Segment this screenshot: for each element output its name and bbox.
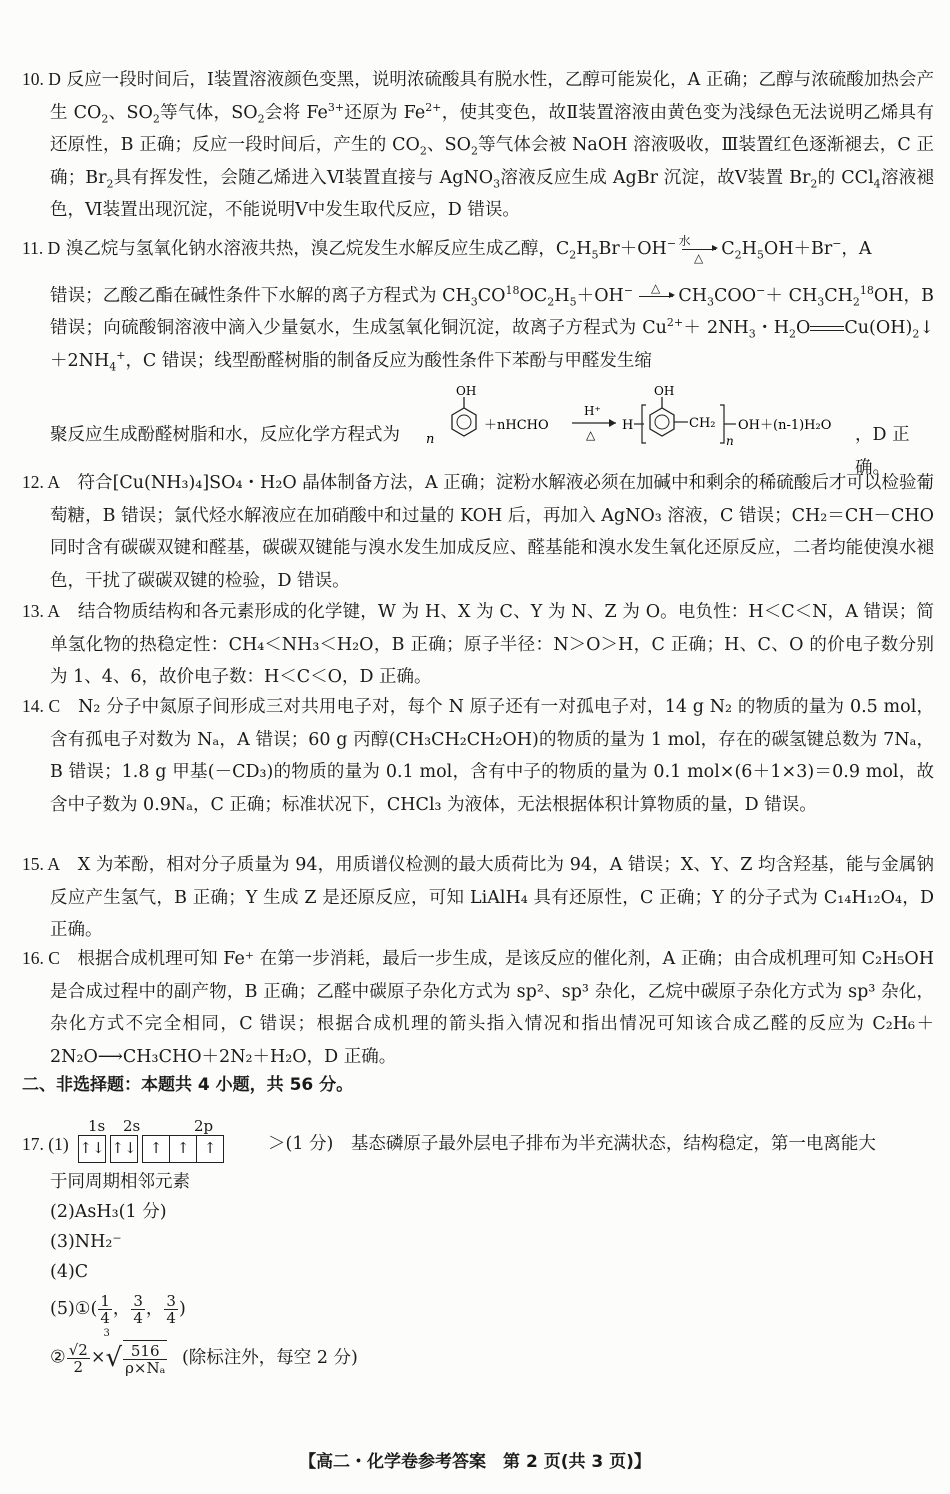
eq-bracket-right: [720, 405, 724, 443]
answer-15-text: X 为苯酚，相对分子质量为 94，用质谱仪检测的最大质荷比为 94，A 错误；X、Y、Z 均含羟基，能与金属钠反应产生氢气，B 正确；Y 生成 Z 是还原反应，可知 LiAlH₄ 具有还原性，C 正确；Y 的分子式为 C₁₄H₁₂O₄，D 正确。: [50, 855, 934, 940]
answer-11: 11. D 溴乙烷与氢氧化钠水溶液共热，溴乙烷发生水解反应生成乙醇，$C_2H_5Br+OH^-$ 水 △ $C_2H_5OH+Br^-$，A 错误；乙酸乙酯在碱性条件下水解的离子方程式为 $CH_3CO^{18}OC_2H_5+OH^-$ △ $CH_3COO^-+ CH_3CH_2^{18}OH$，B 错误；向硫酸铜溶液中滴入少量氨水，生成氢氧化铜沉淀，故离子方程式为 $Cu^{2+}+ 2NH_3$・$H_2O$ $Cu(OH)_2↓+2NH_4^+$，C 错误；线型酚醛树脂的制备反应为酸性条件下苯酚与甲醛发生缩 聚反应生成酚醛树脂和水，反应化学方程式为 n OH ＋nHCHO H⁺ △ H OH CH₂ n OH＋(n-1)H₂O ，D 正确。: [22, 232, 934, 463]
equals-sign: [810, 326, 844, 331]
orbital-box-1s: ↑↓: [78, 1135, 106, 1163]
eq-subscript-n: n: [726, 434, 734, 448]
orbital-label-2p: 2p: [194, 1117, 214, 1135]
answer-12: [22, 466, 934, 597]
answer-14-number: 14. C: [22, 696, 61, 716]
eq-oh-label: OH: [456, 384, 477, 398]
eq-hcho: ＋nHCHO: [484, 418, 549, 433]
eq-catalyst: H⁺: [584, 404, 601, 418]
answer-14: [22, 690, 934, 821]
answer-12-text: 符合[Cu(NH₃)₄]SO₄・H₂O 晶体制备方法，A 正确；淀粉水解液必须在加碱中和剩余的稀硫酸后才可以检验葡萄糖，B 错误；氯代烃水解液应在加硝酸中和过量的 KOH 后，再加入 AgNO₃ 溶液，C 错误；CH₂＝CH－CHO 同时含有碳碳双键和醛基，碳碳双键能与溴水发生加成反应、醛基能和溴水发生氧化还原反应，二者均能使溴水褪色，干扰了碳碳双键的检验，D 错误。: [50, 473, 934, 591]
orbital-label-2s: 2s: [123, 1117, 141, 1135]
cube-root: 3 √ $\frac{516}{\text{ρ×Nₐ}}$: [103, 1328, 166, 1377]
section-2-heading: 二、非选择题：本题共 4 小题，共 56 分。: [22, 1075, 354, 1095]
orbital-diagram: [78, 1117, 223, 1163]
answer-14-text: N₂ 分子中氮原子间形成三对共用电子对，每个 N 原子还有一对孤电子对，14 g N₂ 的物质的量为 0.5 mol，含有孤电子对数为 Nₐ，A 错误；60 g 丙醇(CH₃CH₂CH₂OH)的物质的量为 1 mol，存在的碳氢键总数为 7Nₐ，B 错误；1.8 g 甲基(－CD₃)的物质的量为 0.1 mol，含有中子的物质的量为 0.1 mol×(6＋1×3)＝0.9 mol，故含中子数为 0.9Nₐ，C 正确；标准状况下，CHCl₃ 为液体，无法根据体积计算物质的量，D 错误。: [50, 697, 935, 815]
answer-17-part5-2: ② $\frac{√2}{2}$ × 3 √ $\frac{516}{\text{ρ×Nₐ}}$ (除标注外，每空 2 分): [50, 1328, 358, 1377]
answer-17-part3: (3)NH₂⁻: [50, 1232, 122, 1252]
answer-17: [22, 1117, 934, 1377]
answer-17-number: 17. (1): [22, 1134, 69, 1154]
orbital-box-2s: ↑↓: [110, 1135, 138, 1163]
eq-arrowhead: [609, 419, 616, 427]
phenol-resin-equation: 聚反应生成酚醛树脂和水，反应化学方程式为 n OH ＋nHCHO H⁺ △ H OH CH₂ n OH＋(n-1)H₂O ，D 正确。: [22, 383, 934, 463]
answer-16-text: 根据合成机理可知 Fe⁺ 在第一步消耗，最后一步生成，是该反应的催化剂，A 正确；由合成机理可知 C₂H₅OH 是合成过程中的副产物，B 正确；乙醛中碳原子杂化方式为 sp²、sp³ 杂化，乙烷中碳原子杂化方式为 sp³ 杂化，杂化方式不完全相同，C 错误；根据合成机理的箭头指入情况和指出情况可知该合成乙醛的反应为 C₂H₆＋2N₂O⟶CH₃CHO＋2N₂＋H₂O，D 正确。: [50, 949, 934, 1067]
eq-coef-n: n: [426, 432, 435, 447]
orbital-box-2p-2: ↑: [169, 1135, 197, 1163]
answer-11-number: 11. D: [22, 238, 61, 258]
eq-oh-label-2: OH: [654, 384, 675, 398]
eq-heat: △: [586, 428, 596, 442]
answer-17-part1-text: ＞(1 分) 基态磷原子最外层电子排布为半充满状态，结构稳定，第一电离能大: [268, 1134, 876, 1154]
answer-15-number: 15. A: [22, 854, 61, 874]
answer-17-part1-cont: 于同周期相邻元素: [50, 1172, 190, 1192]
answer-17-part2: (2)AsH₃(1 分): [50, 1202, 167, 1222]
benzene-ring-2: [650, 408, 674, 436]
answer-17-part1: [22, 1117, 934, 1165]
answer-10-text: 反应一段时间后，Ⅰ装置溶液颜色变黑，说明浓硫酸具有脱水性，乙醇可能炭化，A 正确；乙醇与浓硫酸加热会产生 $CO_2$、$SO_2$等气体，$SO_2$会将 $Fe^{3+}$还原为 $Fe^{2+}$，使其变色，故Ⅱ装置溶液由黄色变为浅绿色无法说明乙烯具有还原性，B 正确；反应一段时间后，产生的 $CO_2$、$SO_2$等气体会被 NaOH 溶液吸收，Ⅲ装置红色逐渐褪去，C 正确；$Br_2$具有挥发性，会随乙烯进入Ⅵ装置直接与 AgNO$_3$溶液反应生成 AgBr 沉淀，故Ⅴ装置 $Br_2$的 CCl$_4$溶液褪色，Ⅵ装置出现沉淀，不能说明Ⅴ中发生取代反应，D 错误。: [50, 70, 934, 220]
answer-17-part4: (4)C: [50, 1262, 89, 1282]
reaction-arrow: 水 △: [682, 235, 716, 264]
answer-10-number: 10. D: [22, 69, 61, 89]
answer-16-number: 16. C: [22, 948, 60, 968]
orbital-box-2p-3: ↑: [196, 1135, 224, 1163]
answer-12-number: 12. A: [22, 472, 60, 492]
eq-products: OH＋(n-1)H₂O: [738, 418, 832, 433]
answer-13-text: 结合物质结构和各元素形成的化学键，W 为 H、X 为 C、Y 为 N、Z 为 O。电负性：H＜C＜N，A 错误；简单氢化物的热稳定性：CH₄＜NH₃＜H₂O，B 正确；原子半径：N＞O＞H，C 正确；H、C、O 的价电子数分别为 1、4、6，故价电子数：H＜C＜O，D 正确。: [50, 602, 934, 687]
reaction-arrow: △: [639, 282, 673, 311]
page-footer: 【高二・化学卷参考答案 第 2 页(共 3 页)】: [299, 1452, 651, 1472]
orbital-box-2p-1: ↑: [142, 1135, 170, 1163]
answer-13: [22, 595, 934, 694]
answer-10: [22, 63, 934, 227]
answer-15: [22, 848, 934, 947]
answer-16: [22, 942, 934, 1073]
eq-h-end: H: [622, 418, 634, 433]
eq-ch2: CH₂: [689, 416, 716, 431]
answer-13-number: 13. A: [22, 601, 61, 621]
benzene-ring-1: [452, 408, 476, 436]
orbital-label-1s: 1s: [88, 1117, 106, 1135]
answer-17-part5-1: (5)①( $\frac{1}{4}$ ， $\frac{3}{4}$ ， $\frac{3}{4}$ ): [50, 1292, 186, 1327]
